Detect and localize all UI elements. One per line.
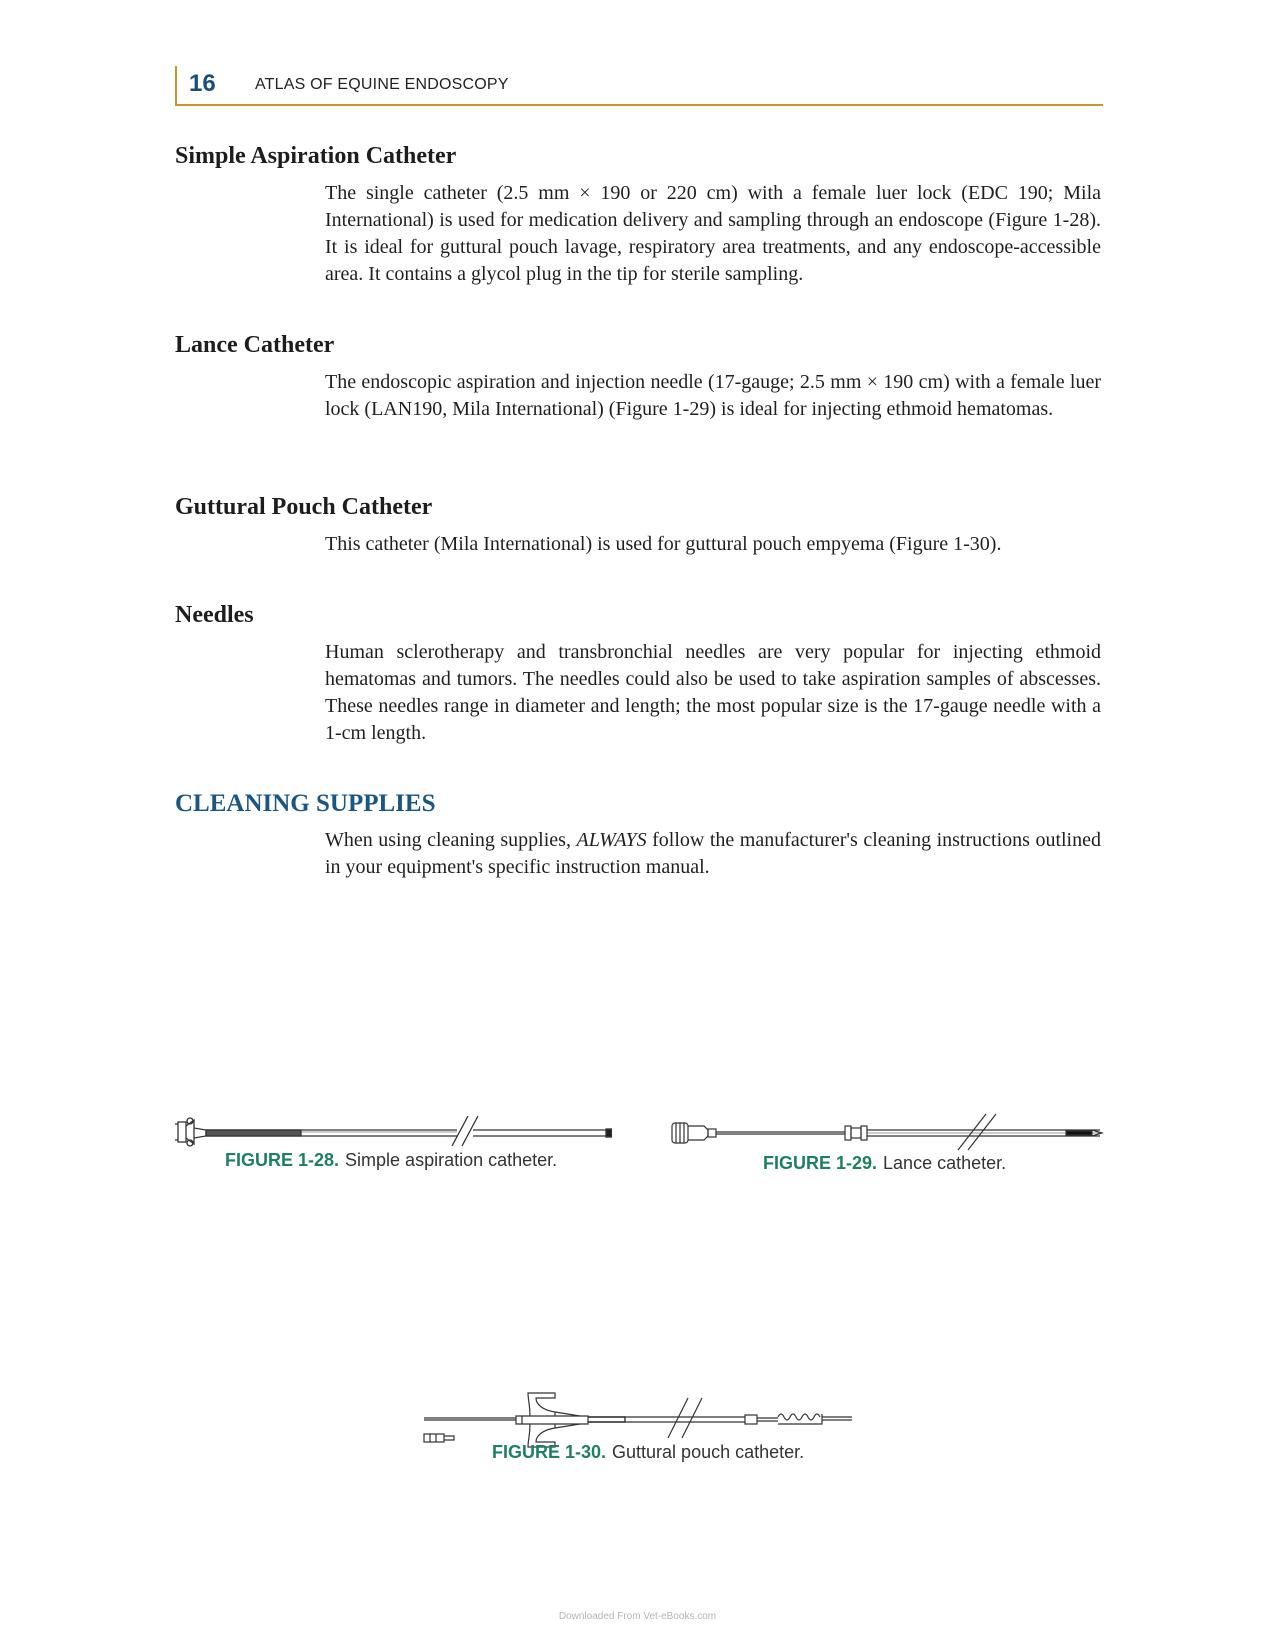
figure-1-28-label: FIGURE 1-28.	[225, 1150, 340, 1170]
figure-1-30-label: FIGURE 1-30.	[492, 1442, 607, 1462]
text-before: When using cleaning supplies,	[325, 829, 577, 851]
section-text-cleaning-supplies	[325, 827, 1101, 881]
section-text-needles: Human sclerotherapy and transbronchial needles are very popular for injecting ethmoid hematomas and tumors. The needles could also be used to take aspiration samples of abscesses. These needles range in diameter and length; the most popular size is the 17-gauge needle with a 1-cm length.	[325, 641, 1101, 744]
section-text-guttural-pouch-catheter: This catheter (Mila International) is used for guttural pouch empyema (Figure 1-30).	[325, 533, 1002, 555]
running-head	[175, 66, 1103, 106]
figure-1-29-text: Lance catheter.	[883, 1153, 1007, 1173]
book-title: ATLAS OF EQUINE ENDOSCOPY	[255, 76, 509, 93]
figure-1-28-text: Simple aspiration catheter.	[345, 1150, 558, 1170]
figure-1-30-illustration	[420, 1390, 860, 1450]
download-watermark: Downloaded From Vet-eBooks.com	[558, 1611, 717, 1622]
section-text-lance-catheter: The endoscopic aspiration and injection needle (17-gauge; 2.5 mm × 190 cm) with a female luer lock (LAN190, Mila International) (Figure 1-29) is ideal for injecting ethmoid hematomas.	[325, 371, 1101, 420]
section-heading-simple-aspiration-catheter: Simple Aspiration Catheter	[175, 143, 457, 169]
figure-1-29-label: FIGURE 1-29.	[763, 1153, 878, 1173]
figure-1-28-caption	[225, 1150, 557, 1171]
section-text-simple-aspiration-catheter: The single catheter (2.5 mm × 190 or 220 cm) with a female luer lock (EDC 190; Mila International) is used for medication delivery and sampling through an endoscope (Figure 1-28). It is ideal for guttural pouch lavage, respiratory area treatments, and any endoscope-accessible area. It contains a glycol plug in the tip for sterile sampling.	[325, 182, 1101, 285]
text-after: follow the manufacturer's cleaning instructions outlined in your equipment's specific instruction manual.	[325, 829, 1101, 878]
section-heading-guttural-pouch-catheter: Guttural Pouch Catheter	[175, 494, 433, 520]
section-heading-lance-catheter: Lance Catheter	[175, 332, 335, 358]
section-heading-cleaning-supplies: CLEANING SUPPLIES	[175, 790, 436, 817]
figure-1-30-caption	[492, 1442, 804, 1463]
figure-1-29-caption	[763, 1153, 1006, 1174]
figure-1-30-text: Guttural pouch catheter.	[612, 1442, 805, 1462]
text-emphasis: ALWAYS	[576, 829, 647, 851]
page-number: 16	[189, 70, 216, 97]
section-heading-needles: Needles	[175, 602, 254, 628]
